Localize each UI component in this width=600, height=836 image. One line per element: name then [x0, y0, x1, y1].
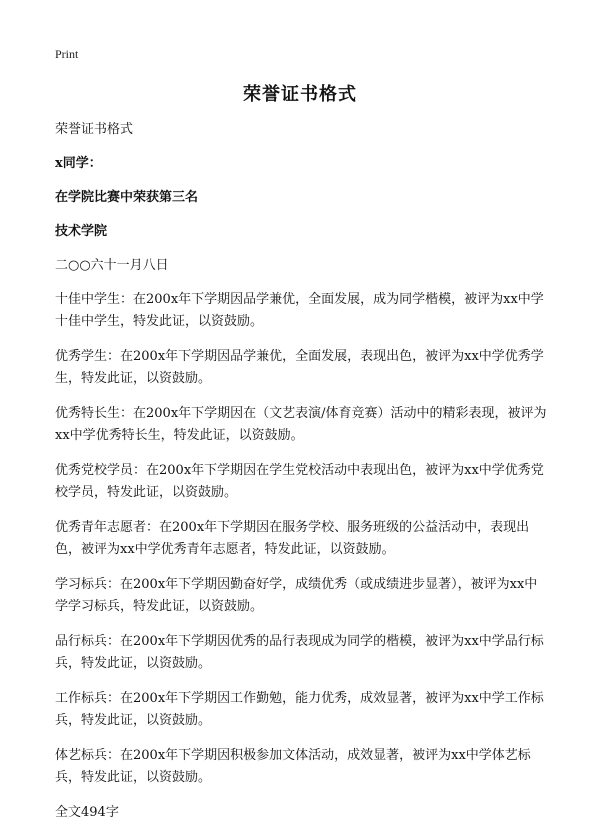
paragraph: 工作标兵：在200x年下学期因工作勤勉，能力优秀，成效显著，被评为xx中学工作标兵，特发此证，以资鼓励。 — [55, 691, 544, 728]
paragraph: 优秀党校学员：在200x年下学期因在学生党校活动中表现出色，被评为xx中学优秀党校学员，特发此证，以资鼓励。 — [55, 463, 544, 500]
document-subtitle: 荣誉证书格式 — [55, 122, 134, 137]
page-title: 荣誉证书格式 — [243, 84, 357, 105]
achievement-line: 在学院比赛中荣获第三名 — [55, 190, 199, 205]
issue-date: 二○○六十一月八日 — [55, 258, 169, 273]
word-count: 全文494字 — [55, 805, 119, 820]
print-link[interactable]: Print — [55, 47, 79, 61]
document-body — [55, 120, 550, 836]
paragraph: 优秀特长生：在200x年下学期因在（文艺表演/体育竞赛）活动中的精彩表现，被评为xx中学优秀特长生，特发此证，以资鼓励。 — [55, 406, 547, 443]
paragraph: 学习标兵：在200x年下学期因勤奋好学，成绩优秀（或成绩进步显著），被评为xx中学学习标兵，特发此证，以资鼓励。 — [55, 577, 538, 614]
paragraph: 体艺标兵：在200x年下学期因积极参加文体活动，成效显著，被评为xx中学体艺标兵，特发此证，以资鼓励。 — [55, 748, 531, 785]
school-name: 技术学院 — [55, 224, 108, 239]
paragraph: 十佳中学生：在200x年下学期因品学兼优，全面发展，成为同学楷模，被评为xx中学十佳中学生，特发此证，以资鼓励。 — [55, 292, 544, 329]
greeting: x同学： — [55, 156, 102, 171]
paragraph: 优秀学生：在200x年下学期因品学兼优，全面发展，表现出色，被评为xx中学优秀学生，特发此证，以资鼓励。 — [55, 349, 544, 386]
paragraph: 优秀青年志愿者：在200x年下学期因在服务学校、服务班级的公益活动中，表现出色，被评为xx中学优秀青年志愿者，特发此证，以资鼓励。 — [55, 520, 530, 557]
paragraph: 品行标兵：在200x年下学期因优秀的品行表现成为同学的楷模，被评为xx中学品行标兵，特发此证，以资鼓励。 — [55, 634, 544, 671]
